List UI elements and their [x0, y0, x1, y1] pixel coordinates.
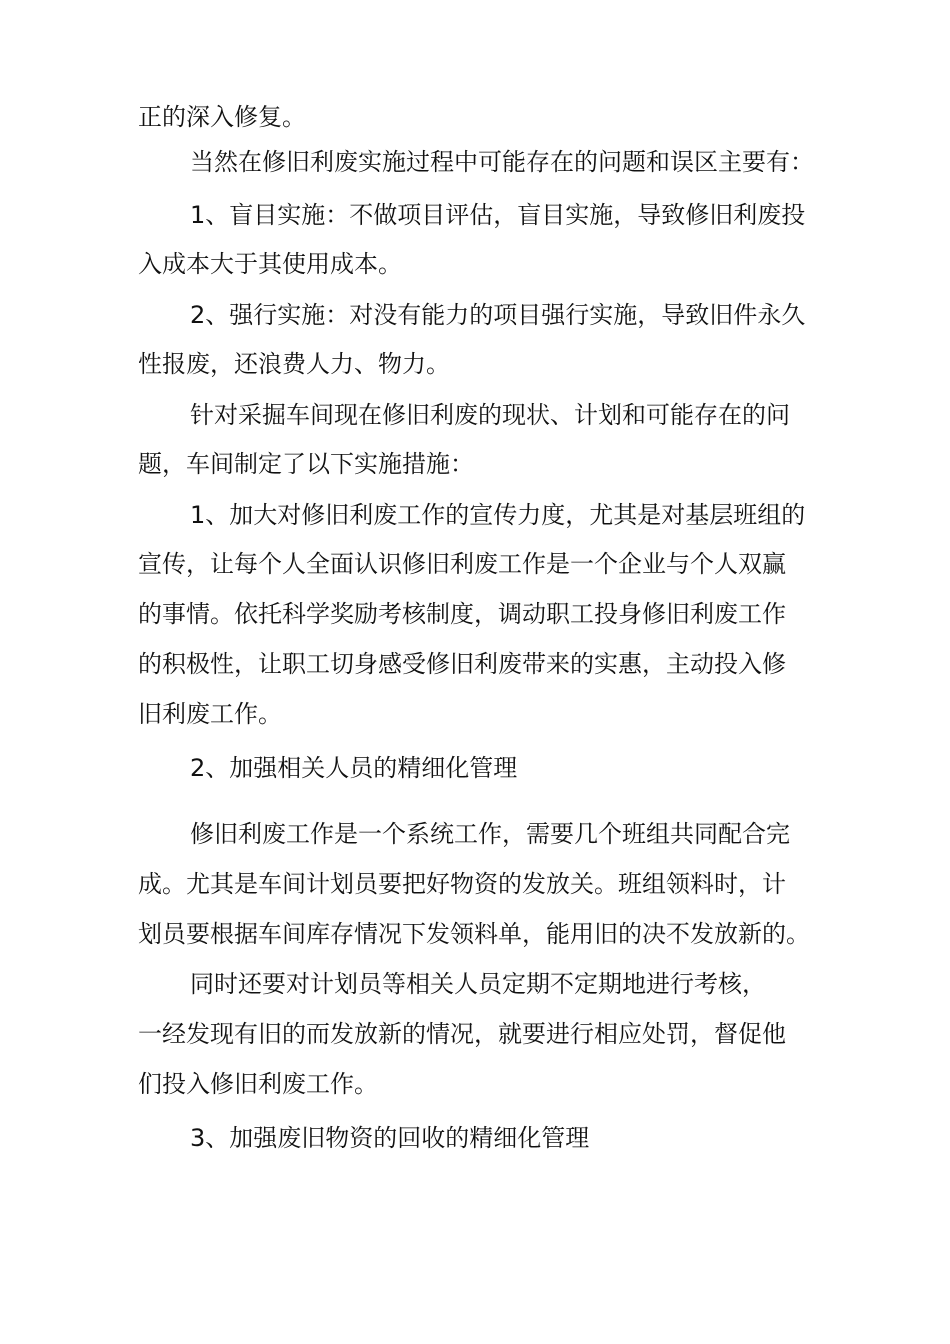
text-line: 成。尤其是车间计划员要把好物资的发放关。班组领料时，计	[138, 870, 786, 898]
text-line: 2、强行实施：对没有能力的项目强行实施，导致旧件永久	[190, 301, 806, 329]
section-heading: 2、加强相关人员的精细化管理	[190, 754, 518, 782]
text-line: 们投入修旧利废工作。	[138, 1070, 378, 1098]
text-line: 宣传，让每个人全面认识修旧利废工作是一个企业与个人双赢	[138, 550, 786, 578]
text-line: 1、加大对修旧利废工作的宣传力度，尤其是对基层班组的	[190, 501, 806, 529]
text-line: 1、盲目实施：不做项目评估，盲目实施，导致修旧利废投	[190, 201, 806, 229]
text-line: 正的深入修复。	[138, 103, 306, 131]
text-line: 入成本大于其使用成本。	[138, 250, 402, 278]
text-line: 当然在修旧利废实施过程中可能存在的问题和误区主要有：	[190, 148, 814, 176]
text-line: 的积极性，让职工切身感受修旧利废带来的实惠，主动投入修	[138, 650, 786, 678]
text-line: 针对采掘车间现在修旧利废的现状、计划和可能存在的问	[190, 401, 790, 429]
text-line: 性报废，还浪费人力、物力。	[138, 350, 450, 378]
text-line: 题，车间制定了以下实施措施：	[138, 450, 474, 478]
text-line: 的事情。依托科学奖励考核制度，调动职工投身修旧利废工作	[138, 600, 786, 628]
text-line: 划员要根据车间库存情况下发领料单，能用旧的决不发放新的。	[138, 920, 810, 948]
text-line: 旧利废工作。	[138, 700, 282, 728]
section-heading: 3、加强废旧物资的回收的精细化管理	[190, 1124, 590, 1152]
text-line: 一经发现有旧的而发放新的情况，就要进行相应处罚，督促他	[138, 1020, 786, 1048]
text-line: 修旧利废工作是一个系统工作，需要几个班组共同配合完	[190, 820, 790, 848]
text-line: 同时还要对计划员等相关人员定期不定期地进行考核，	[190, 970, 766, 998]
